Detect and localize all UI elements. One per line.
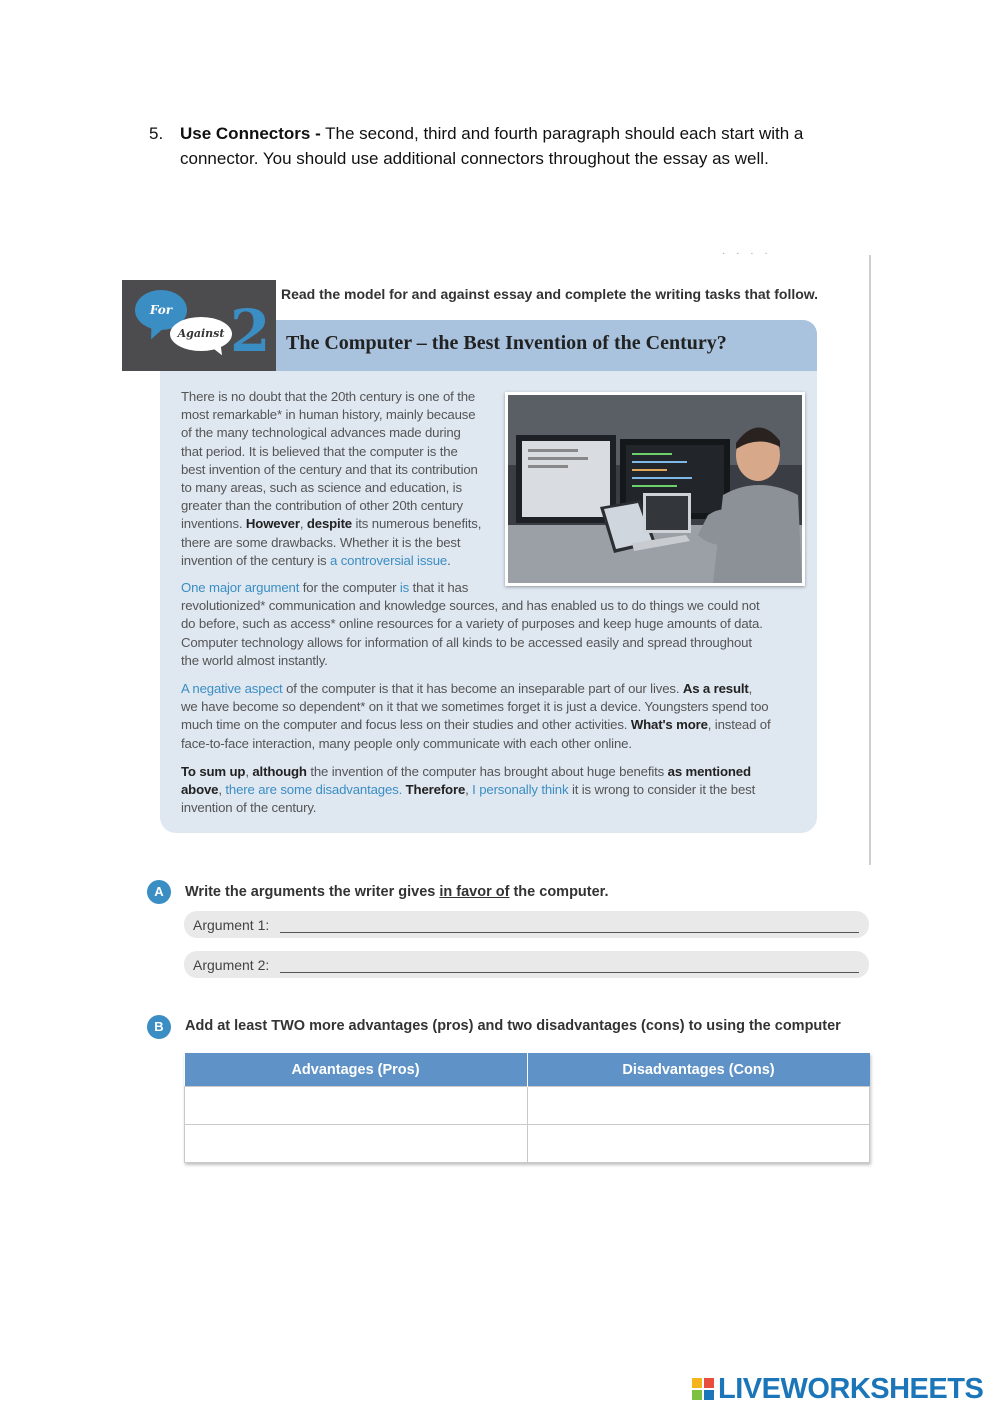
- photo-illustration: [508, 395, 802, 583]
- essay-line: [181, 579, 803, 597]
- essay-line: of the many technological advances made during: [181, 425, 461, 441]
- text: for the computer: [299, 580, 400, 595]
- essay-paragraph-2: [181, 579, 803, 670]
- text: Write the arguments the writer gives: [185, 884, 440, 900]
- connector: However: [245, 516, 300, 532]
- answer-line: [280, 972, 859, 973]
- essay-line: face-to-face interaction, many people only communicate with each other online.: [181, 735, 632, 751]
- logo-square: [692, 1390, 702, 1400]
- essay-line: Computer technology allows for information of all kinds to be accessed easily and spread throughout: [181, 634, 752, 650]
- table-row: [185, 1125, 870, 1163]
- essay-line: to many areas, such as science and education, is: [181, 480, 462, 496]
- argument-1-field[interactable]: [184, 911, 869, 938]
- column-header-pros: Advantages (Pros): [185, 1053, 528, 1087]
- task-b-badge: B: [147, 1015, 171, 1039]
- instruction-line1: The second, third and fourth paragraph should each start with a: [320, 124, 804, 143]
- section-number: 2: [230, 297, 271, 365]
- essay-title: The Computer – the Best Invention of the Century?: [286, 332, 727, 354]
- essay-line: best invention of the century and that its contribution: [181, 461, 478, 477]
- instruction-5: [149, 121, 869, 171]
- highlight-phrase: is: [399, 580, 410, 595]
- argument-2-label: Argument 2:: [193, 957, 270, 973]
- connector: Therefore: [405, 782, 466, 798]
- text: ,: [465, 782, 473, 798]
- scan-cropped-text: · · · ·: [722, 248, 772, 259]
- instruction-number: 5.: [149, 124, 164, 143]
- highlight-phrase: One major argument: [181, 580, 300, 595]
- against-speech-bubble-icon: Against: [170, 317, 232, 351]
- essay-line: we have become so dependent* on it that we sometimes forget it is just a device. Youngsters spend too: [181, 699, 769, 715]
- text: , instead of: [707, 717, 771, 733]
- for-speech-bubble-icon: For: [135, 290, 187, 330]
- connector: To sum up: [181, 764, 246, 779]
- photo-man-at-computers: [505, 392, 805, 586]
- argument-1-label: Argument 1:: [193, 917, 270, 933]
- essay-paragraph-3: [181, 680, 803, 753]
- liveworksheets-logo: [692, 1374, 983, 1404]
- essay-line: [181, 763, 803, 781]
- essay-line: do before, such as access* online resources for a variety of purposes and keep huge amounts of data.: [181, 616, 763, 632]
- answer-line: [280, 932, 859, 933]
- logo-square: [692, 1378, 702, 1388]
- connector: above: [181, 782, 219, 798]
- text: ,: [218, 782, 226, 798]
- connector: as mentioned: [667, 764, 751, 779]
- task-a-badge: A: [147, 880, 171, 904]
- highlight-phrase: I personally think: [472, 782, 569, 798]
- pros-cons-table: [184, 1053, 870, 1163]
- essay-line: the world almost instantly.: [181, 652, 328, 668]
- text: of the computer is that it has become an inseparable part of our lives.: [282, 681, 683, 696]
- text: .: [447, 552, 451, 568]
- connector: despite: [306, 516, 352, 532]
- argument-2-field[interactable]: [184, 951, 869, 978]
- essay-line: there are some drawbacks. Whether it is the best: [181, 534, 461, 550]
- highlight-phrase: A negative aspect: [181, 681, 283, 696]
- essay-line: that period. It is believed that the computer is the: [181, 443, 458, 459]
- highlight-phrase: there are some disadvantages.: [225, 782, 403, 798]
- essay-line: greater than the contribution of other 20th century: [181, 498, 463, 514]
- table-row: [185, 1087, 870, 1125]
- text: invention of the century is: [181, 552, 331, 568]
- essay-line: [181, 680, 803, 698]
- text: that it has: [409, 580, 469, 595]
- text: the computer.: [509, 884, 609, 900]
- text: its numerous benefits,: [352, 516, 482, 532]
- text: the invention of the computer has brought about huge benefits: [306, 764, 668, 779]
- essay-line: [181, 552, 493, 570]
- pros-answer-cell[interactable]: [185, 1125, 528, 1163]
- essay-line: revolutionized* communication and knowledge sources, and has enabled us to do things we could not: [181, 598, 760, 614]
- essay-line: [181, 716, 803, 734]
- essay-paragraph-1: [181, 388, 493, 570]
- logo-text: LIVEWORKSHEETS: [718, 1372, 984, 1405]
- lesson-instructions: Read the model for and against essay and complete the writing tasks that follow.: [281, 286, 819, 302]
- essay-paragraph-4: [181, 763, 803, 818]
- highlight-phrase: a controversial issue: [330, 552, 448, 568]
- text: ,: [299, 516, 307, 532]
- essay-line: There is no doubt that the 20th century is one of the: [181, 389, 476, 404]
- page-edge-divider: [869, 255, 871, 865]
- task-a-prompt: [185, 884, 609, 900]
- pros-answer-cell[interactable]: [185, 1087, 528, 1125]
- text: much time on the computer and focus less on their studies and other activities.: [181, 717, 631, 733]
- connector: although: [252, 764, 307, 779]
- essay-line: invention of the century.: [181, 800, 317, 816]
- cons-answer-cell[interactable]: [527, 1125, 870, 1163]
- essay-line: [181, 515, 493, 533]
- essay-line: [181, 781, 803, 799]
- logo-mark-icon: [692, 1378, 714, 1400]
- underlined-text: in favor of: [439, 884, 510, 900]
- cons-answer-cell[interactable]: [527, 1087, 870, 1125]
- connector: What's more: [630, 717, 708, 733]
- logo-square: [704, 1390, 714, 1400]
- text: inventions.: [181, 516, 246, 532]
- task-b-prompt: Add at least TWO more advantages (pros) and two disadvantages (cons) to using the computer: [185, 1018, 841, 1034]
- column-header-cons: Disadvantages (Cons): [527, 1053, 870, 1087]
- essay-line: most remarkable* in human history, mainly because: [181, 407, 476, 423]
- text: it is wrong to consider it the best: [568, 782, 756, 798]
- text: ,: [748, 681, 753, 696]
- instruction-line2: connector. You should use additional connectors throughout the essay as well.: [180, 149, 769, 168]
- table-header-row: [185, 1053, 870, 1087]
- logo-square: [704, 1378, 714, 1388]
- text: ,: [245, 764, 253, 779]
- connector: As a result: [682, 681, 749, 696]
- instruction-heading: Use Connectors -: [180, 124, 321, 143]
